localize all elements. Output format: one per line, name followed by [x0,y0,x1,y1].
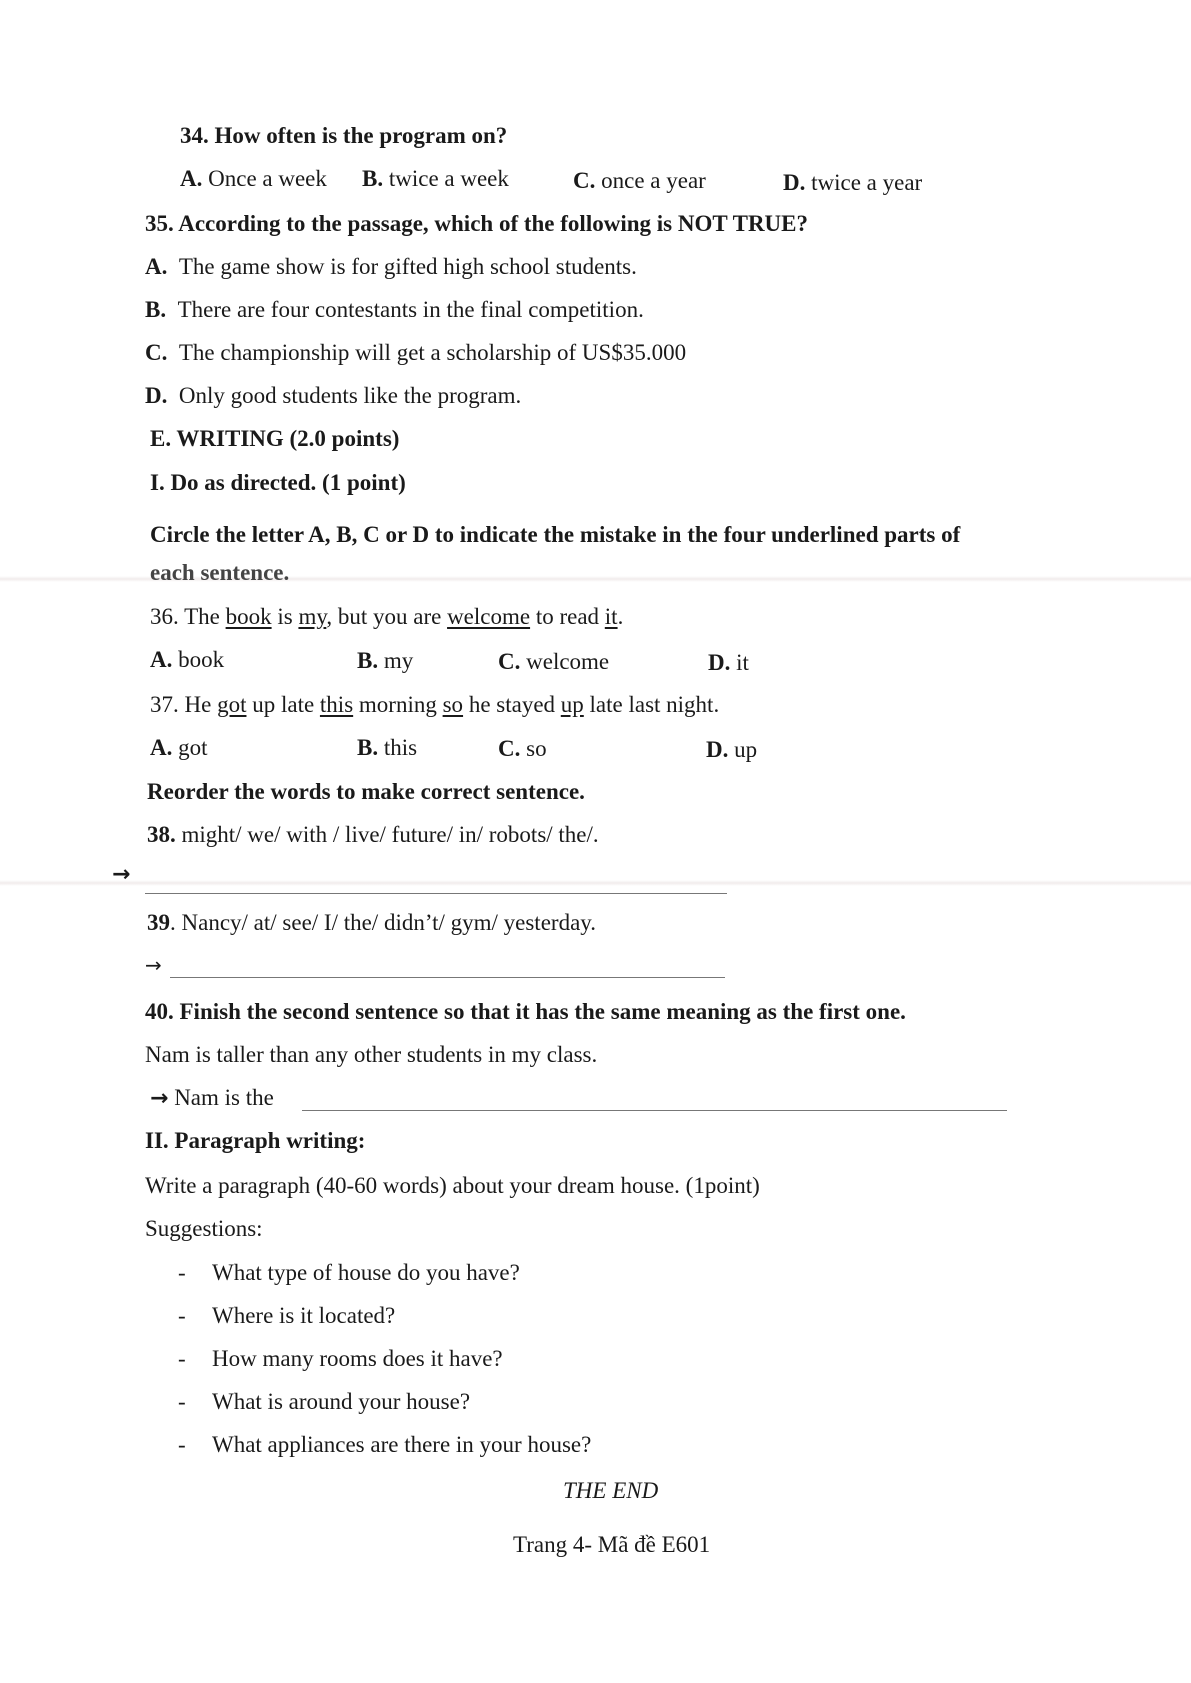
q37-sentence: 37. He got up late this morning so he stayed up late last night. [150,692,720,717]
q40-heading: 40. Finish the second sentence so that it has the same meaning as the first one. [145,999,906,1024]
q37-option-a: A. got [150,735,208,760]
q40-answer-line[interactable] [302,1110,1007,1111]
q37-option-c: C. so [498,736,547,761]
q38-arrow-icon: → [112,862,131,887]
q35-option-c: C. The championship will get a scholarship of US$35.000 [145,340,687,365]
q35-option-d: D. Only good students like the program. [145,383,522,408]
q40-sentence: Nam is taller than any other students in my class. [145,1042,598,1067]
q39-answer-line[interactable] [170,977,725,978]
q38-answer-line[interactable] [145,893,727,894]
q34-option-b: B. twice a week [362,166,509,191]
q35-option-b: B. There are four contestants in the final competition. [145,297,644,322]
q34-question: 34. How often is the program on? [180,123,508,148]
q36-option-a: A. book [150,647,225,672]
end-marker: THE END [563,1478,659,1503]
q37-option-b: B. this [357,735,418,760]
q36-option-d: D. it [708,650,749,675]
page-footer: Trang 4- Mã đề E601 [513,1532,711,1557]
q35-question: 35. According to the passage, which of the following is NOT TRUE? [145,211,809,236]
suggestions-label: Suggestions: [145,1216,263,1241]
suggestion-item: - How many rooms does it have? [178,1346,503,1371]
scan-band [0,880,1191,886]
q36-sentence: 36. The book is my, but you are welcome to read it. [150,604,624,629]
q35-option-a: A. The game show is for gifted high school students. [145,254,637,279]
q39-prompt: 39. Nancy/ at/ see/ I/ the/ didn’t/ gym/ yesterday. [147,910,597,935]
paragraph-heading: II. Paragraph writing: [145,1128,366,1153]
reorder-heading: Reorder the words to make correct sentence. [147,779,585,804]
suggestion-item: - What is around your house? [178,1389,471,1414]
paragraph-task: Write a paragraph (40-60 words) about your dream house. (1point) [145,1173,760,1198]
q34-option-c: C. once a year [573,168,706,193]
q38-prompt: 38. might/ we/ with / live/ future/ in/ robots/ the/. [147,822,599,847]
suggestion-item: - What appliances are there in your house? [178,1432,592,1457]
q34-option-d: D. twice a year [783,170,923,195]
instruction-line2: each sentence. [150,560,290,585]
suggestion-item: - Where is it located? [178,1303,396,1328]
instruction-line1: Circle the letter A, B, C or D to indicate the mistake in the four underlined parts of [150,522,961,547]
q36-option-b: B. my [357,648,414,673]
q39-arrow-icon: → [145,953,162,977]
q40-answer-prompt: → Nam is the [150,1085,274,1111]
q36-option-c: C. welcome [498,649,610,674]
q37-option-d: D. up [706,737,758,762]
suggestion-item: - What type of house do you have? [178,1260,520,1285]
q34-option-a: A. Once a week [180,166,327,191]
section1-heading: I. Do as directed. (1 point) [150,470,406,495]
writing-heading: E. WRITING (2.0 points) [150,426,400,451]
q40-arrow-icon: → [150,1086,169,1111]
